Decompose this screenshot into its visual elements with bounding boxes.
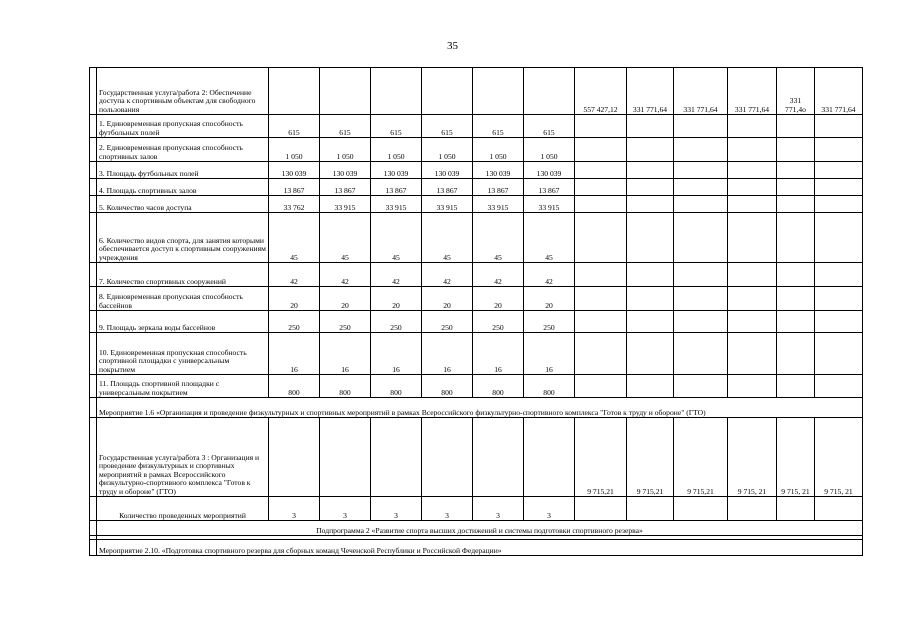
indicator-value: 800 (422, 375, 473, 398)
indicator-label: Количество проведенных мероприятий (97, 497, 269, 521)
indicator-value: 3 (269, 497, 320, 521)
empty-cell (575, 196, 627, 213)
indicator-value: 130 039 (269, 162, 320, 179)
index-cell (90, 398, 97, 418)
empty-cell (320, 418, 371, 497)
empty-cell (575, 287, 627, 311)
indicator-value: 250 (524, 311, 575, 333)
indicator-value: 42 (371, 263, 422, 287)
indicator-value: 1 050 (422, 138, 473, 162)
indicator-value: 13 867 (269, 179, 320, 196)
empty-cell (575, 162, 627, 179)
indicator-value: 615 (269, 115, 320, 138)
indicator-value: 3 (473, 497, 524, 521)
indicator-value: 130 039 (371, 162, 422, 179)
indicator-value: 16 (320, 333, 371, 375)
empty-cell (815, 263, 863, 287)
empty-cell (627, 115, 674, 138)
empty-cell (422, 68, 473, 115)
funding-value: 557 427,12 (575, 68, 627, 115)
indicator-row (90, 263, 863, 287)
empty-cell (728, 375, 777, 398)
indicator-value: 33 915 (371, 196, 422, 213)
empty-cell (627, 497, 674, 521)
empty-cell (575, 115, 627, 138)
empty-cell (815, 497, 863, 521)
indicator-value: 615 (371, 115, 422, 138)
indicator-value: 1 050 (269, 138, 320, 162)
indicator-value: 800 (320, 375, 371, 398)
empty-cell (627, 179, 674, 196)
empty-cell (575, 263, 627, 287)
empty-cell (728, 138, 777, 162)
indicator-value: 800 (269, 375, 320, 398)
empty-cell (575, 213, 627, 263)
empty-cell (575, 179, 627, 196)
indicator-value: 250 (473, 311, 524, 333)
funding-value: 331 771,4о (777, 68, 815, 115)
empty-cell (728, 115, 777, 138)
indicator-value: 615 (473, 115, 524, 138)
indicator-label: 11. Площадь спортивной площадки с универсальным покрытием (97, 375, 269, 398)
empty-cell (674, 213, 728, 263)
indicator-row (90, 375, 863, 398)
empty-cell (627, 162, 674, 179)
index-cell (90, 138, 97, 162)
empty-cell (674, 138, 728, 162)
indicator-value: 1 050 (371, 138, 422, 162)
indicator-value: 13 867 (371, 179, 422, 196)
indicator-label: 3. Площадь футбольных полей (97, 162, 269, 179)
funding-value: 9 715,21 (627, 418, 674, 497)
index-cell (90, 497, 97, 521)
indicator-label: 1. Единовременная пропускная способность футбольных полей (97, 115, 269, 138)
empty-cell (627, 311, 674, 333)
indicator-value: 13 867 (422, 179, 473, 196)
empty-cell (674, 333, 728, 375)
empty-cell (575, 138, 627, 162)
event-header-text: Мероприятие 2.10. «Подготовка спортивного резерва для сборных команд Чеченской Республики и Российской Федерации» (97, 540, 863, 556)
indicator-value: 800 (524, 375, 575, 398)
indicator-value: 250 (269, 311, 320, 333)
indicator-row (90, 287, 863, 311)
empty-cell (777, 333, 815, 375)
empty-cell (815, 196, 863, 213)
index-cell (90, 263, 97, 287)
empty-cell (728, 287, 777, 311)
indicator-value: 16 (269, 333, 320, 375)
indicator-row (90, 311, 863, 333)
indicator-row (90, 497, 863, 521)
indicator-label: 9. Площадь зеркала воды бассейнов (97, 311, 269, 333)
event-header (90, 540, 863, 556)
indicator-label: 7. Количество спортивных сооружений (97, 263, 269, 287)
empty-cell (422, 418, 473, 497)
indicator-row (90, 196, 863, 213)
subprogram-header-text: Подпрограмма 2 «Развитие спорта высших достижений и системы подготовки спортивного резерва» (97, 521, 863, 536)
empty-cell (815, 179, 863, 196)
indicator-value: 45 (524, 213, 575, 263)
indicator-label: 6. Количество видов спорта, для занятия которыми обеспечивается доступ к спортивным сооружениям учреждения (97, 213, 269, 263)
empty-cell (320, 68, 371, 115)
funding-value: 9 715,21 (575, 418, 627, 497)
indicator-value: 45 (422, 213, 473, 263)
indicator-label: 5. Количество часов доступа (97, 196, 269, 213)
indicator-value: 42 (473, 263, 524, 287)
indicator-label: 10. Единовременная пропускная способность спортивной площадки с универсальным покрытием (97, 333, 269, 375)
empty-cell (777, 311, 815, 333)
table-body (90, 68, 863, 556)
empty-cell (728, 179, 777, 196)
indicator-value: 20 (269, 287, 320, 311)
empty-cell (371, 418, 422, 497)
empty-cell (674, 115, 728, 138)
empty-cell (473, 418, 524, 497)
funding-value: 331 771,64 (728, 68, 777, 115)
empty-cell (815, 375, 863, 398)
empty-cell (815, 162, 863, 179)
indicator-value: 42 (524, 263, 575, 287)
funding-value: 331 771,64 (627, 68, 674, 115)
indicator-value: 1 050 (524, 138, 575, 162)
funding-value: 9 715, 21 (815, 418, 863, 497)
indicators-table (89, 67, 863, 556)
indicator-value: 20 (524, 287, 575, 311)
funding-value: 331 771,64 (674, 68, 728, 115)
empty-cell (777, 179, 815, 196)
empty-cell (815, 213, 863, 263)
indicator-value: 45 (269, 213, 320, 263)
empty-cell (473, 68, 524, 115)
indicator-value: 42 (269, 263, 320, 287)
subprogram-header (90, 521, 863, 536)
index-cell (90, 68, 97, 115)
empty-cell (777, 375, 815, 398)
empty-cell (674, 263, 728, 287)
empty-cell (815, 138, 863, 162)
indicator-value: 615 (320, 115, 371, 138)
service-row (90, 68, 863, 115)
empty-cell (815, 287, 863, 311)
empty-cell (674, 162, 728, 179)
empty-cell (524, 418, 575, 497)
indicator-value: 3 (524, 497, 575, 521)
page-number: 35 (447, 40, 458, 52)
indicator-value: 20 (422, 287, 473, 311)
indicator-value: 16 (422, 333, 473, 375)
indicator-value: 42 (422, 263, 473, 287)
indicator-value: 250 (320, 311, 371, 333)
indicator-row (90, 333, 863, 375)
funding-value: 331 771,64 (815, 68, 863, 115)
index-cell (90, 333, 97, 375)
indicator-label: 4. Площадь спортивных залов (97, 179, 269, 196)
indicator-value: 130 039 (524, 162, 575, 179)
empty-cell (728, 213, 777, 263)
empty-cell (728, 311, 777, 333)
indicator-value: 615 (524, 115, 575, 138)
empty-cell (575, 375, 627, 398)
empty-cell (777, 115, 815, 138)
indicator-value: 45 (371, 213, 422, 263)
indicator-value: 13 867 (320, 179, 371, 196)
indicator-value: 13 867 (524, 179, 575, 196)
indicator-value: 3 (371, 497, 422, 521)
indicator-row (90, 138, 863, 162)
empty-cell (524, 68, 575, 115)
empty-cell (777, 213, 815, 263)
empty-cell (575, 333, 627, 375)
indicator-value: 1 050 (473, 138, 524, 162)
index-cell (90, 375, 97, 398)
empty-cell (371, 68, 422, 115)
indicator-value: 130 039 (422, 162, 473, 179)
indicator-label: 2. Единовременная пропускная способность спортивных залов (97, 138, 269, 162)
empty-cell (627, 287, 674, 311)
empty-cell (674, 497, 728, 521)
empty-cell (269, 418, 320, 497)
indicator-value: 33 915 (524, 196, 575, 213)
empty-cell (777, 162, 815, 179)
service-label: Государственная услуга/работа 2: Обеспечение доступа к спортивным объектам для свободного пользования (97, 68, 269, 115)
empty-cell (815, 311, 863, 333)
indicator-value: 13 867 (473, 179, 524, 196)
indicator-value: 42 (320, 263, 371, 287)
indicator-value: 250 (371, 311, 422, 333)
empty-cell (777, 287, 815, 311)
empty-cell (674, 179, 728, 196)
indicator-label: 8. Единовременная пропускная способность бассейнов (97, 287, 269, 311)
index-cell (90, 311, 97, 333)
empty-cell (728, 333, 777, 375)
empty-cell (627, 213, 674, 263)
index-cell (90, 115, 97, 138)
indicator-value: 16 (524, 333, 575, 375)
indicator-row (90, 162, 863, 179)
indicator-row (90, 179, 863, 196)
indicator-value: 20 (371, 287, 422, 311)
indicator-value: 250 (422, 311, 473, 333)
empty-cell (575, 497, 627, 521)
empty-cell (815, 333, 863, 375)
section-header-text: Мероприятие 1.6 «Организация и проведение физкультурных и спортивных мероприятий в рамках Всероссийского физкультурно-спортивного комплекса "Готов к труду и обороне" (ГТО) (97, 398, 863, 418)
index-cell (90, 162, 97, 179)
index-cell (90, 213, 97, 263)
indicator-value: 20 (473, 287, 524, 311)
index-cell (90, 179, 97, 196)
indicator-row (90, 213, 863, 263)
service-row (90, 418, 863, 497)
empty-cell (815, 115, 863, 138)
empty-cell (627, 333, 674, 375)
indicator-value: 45 (320, 213, 371, 263)
empty-cell (728, 162, 777, 179)
index-cell (90, 287, 97, 311)
indicator-value: 16 (473, 333, 524, 375)
indicator-value: 800 (371, 375, 422, 398)
section-header (90, 398, 863, 418)
indicator-row (90, 115, 863, 138)
indicator-value: 130 039 (473, 162, 524, 179)
empty-cell (674, 287, 728, 311)
indicator-value: 615 (422, 115, 473, 138)
empty-cell (575, 311, 627, 333)
empty-cell (777, 138, 815, 162)
indicator-value: 20 (320, 287, 371, 311)
empty-cell (627, 196, 674, 213)
empty-cell (777, 497, 815, 521)
indicator-value: 33 915 (473, 196, 524, 213)
empty-cell (728, 196, 777, 213)
indicator-value: 16 (371, 333, 422, 375)
index-cell (90, 196, 97, 213)
indicator-value: 130 039 (320, 162, 371, 179)
empty-cell (627, 375, 674, 398)
indicator-value: 3 (422, 497, 473, 521)
empty-cell (674, 311, 728, 333)
indicator-value: 1 050 (320, 138, 371, 162)
indicator-value: 45 (473, 213, 524, 263)
empty-cell (627, 263, 674, 287)
empty-cell (269, 68, 320, 115)
empty-cell (777, 196, 815, 213)
funding-value: 9 715, 21 (777, 418, 815, 497)
index-cell (90, 540, 97, 556)
empty-cell (777, 263, 815, 287)
funding-value: 9 715,21 (674, 418, 728, 497)
indicator-value: 33 915 (422, 196, 473, 213)
empty-cell (674, 375, 728, 398)
indicator-value: 33 762 (269, 196, 320, 213)
funding-value: 9 715, 21 (728, 418, 777, 497)
empty-cell (627, 138, 674, 162)
empty-cell (728, 263, 777, 287)
indicator-value: 33 915 (320, 196, 371, 213)
index-cell (90, 521, 97, 536)
indicator-value: 800 (473, 375, 524, 398)
service-label: Государственная услуга/работа 3 : Организация и проведение физкультурных и спортивных мероприятий в рамках Всероссийского физкультурно-спортивного комплекса "Готов к труду и обороне" (ГТО) (97, 418, 269, 497)
empty-cell (728, 497, 777, 521)
index-cell (90, 418, 97, 497)
empty-cell (674, 196, 728, 213)
indicator-value: 3 (320, 497, 371, 521)
